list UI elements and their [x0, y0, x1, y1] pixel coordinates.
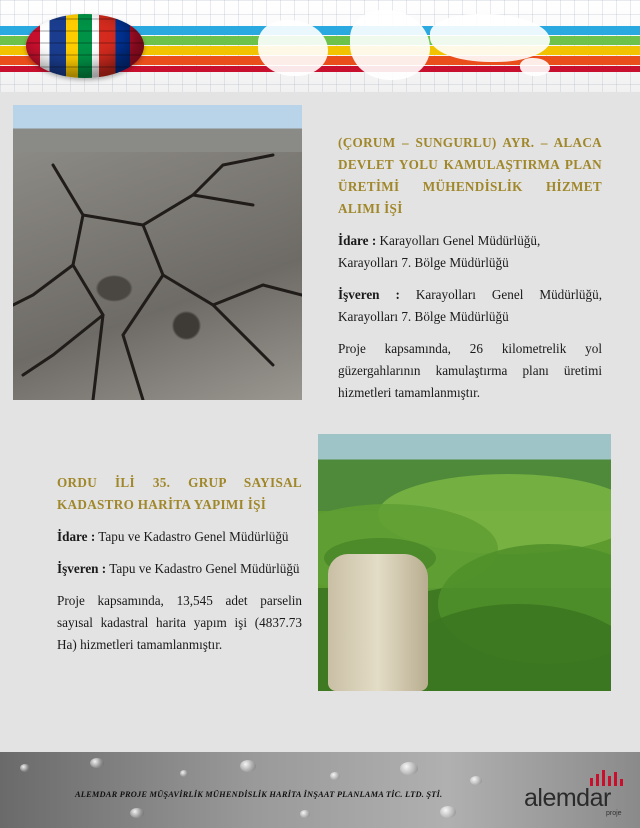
idare-label: İdare :	[57, 529, 96, 544]
project-1-description: Proje kapsamında, 26 kilometrelik yol güzergahlarının kamulaştırma planı üretimi hizmetleri tamamlanmıştır.	[338, 341, 602, 400]
flag-globe-icon	[26, 14, 144, 78]
cracked-road-photo	[13, 105, 302, 400]
water-drop	[400, 762, 418, 775]
water-drop	[130, 808, 144, 818]
project-1	[338, 132, 602, 414]
project-2-idare	[57, 526, 302, 548]
project-1-idare	[338, 230, 602, 274]
tea-sack	[328, 554, 428, 691]
world-map-australia	[520, 58, 550, 76]
idare-value: Tapu ve Kadastro Genel Müdürlüğü	[98, 529, 289, 544]
project-2-title: ORDU İLİ 35. GRUP SAYISAL KADASTRO HARİTA YAPIMI İŞİ	[57, 475, 302, 512]
water-drop	[330, 772, 340, 780]
water-drop	[20, 764, 30, 772]
water-drop	[440, 806, 456, 818]
page-header	[0, 0, 640, 92]
isveren-label: İşveren :	[338, 287, 400, 302]
project-2-description: Proje kapsamında, 13,545 adet parselin sayısal kadastral harita yapım işi (4837.73 Ha) hizmetleri tamamlanmıştır.	[57, 593, 302, 652]
water-drop	[180, 770, 188, 777]
water-drop	[470, 776, 482, 785]
water-drop	[240, 760, 256, 772]
tea-bushes	[398, 604, 611, 691]
water-drop	[300, 810, 310, 818]
isveren-value: Karayolları Genel Müdürlüğü, Karayolları 7. Bölge Müdürlüğü	[338, 287, 603, 324]
idare-value: Karayolları Genel Müdürlüğü, Karayolları 7. Bölge Müdürlüğü	[338, 233, 541, 270]
project-2-isveren	[57, 558, 302, 580]
idare-label: İdare :	[338, 233, 377, 248]
water-drop	[90, 758, 104, 768]
isveren-value: Tapu ve Kadastro Genel Müdürlüğü	[109, 561, 300, 576]
road-cracks-graphic	[13, 105, 302, 400]
company-name: ALEMDAR PROJE MÜŞAVİRLİK MÜHENDİSLİK HARİTA İNŞAAT PLANLAMA TİC. LTD. ŞTİ.	[75, 790, 443, 799]
logo-subtitle: proje	[606, 810, 622, 817]
logo-wordmark: alemdar	[524, 784, 611, 812]
alemdar-logo	[510, 770, 630, 820]
isveren-label: İşveren :	[57, 561, 107, 576]
project-1-isveren	[338, 284, 602, 328]
project-2	[57, 472, 302, 666]
project-1-title: (ÇORUM – SUNGURLU) AYR. – ALACA DEVLET YOLU KAMULAŞTIRMA PLAN ÜRETİMİ MÜHENDİSLİK HİZMET ALIMI İŞİ	[338, 135, 602, 216]
tea-plantation-photo	[318, 434, 611, 691]
